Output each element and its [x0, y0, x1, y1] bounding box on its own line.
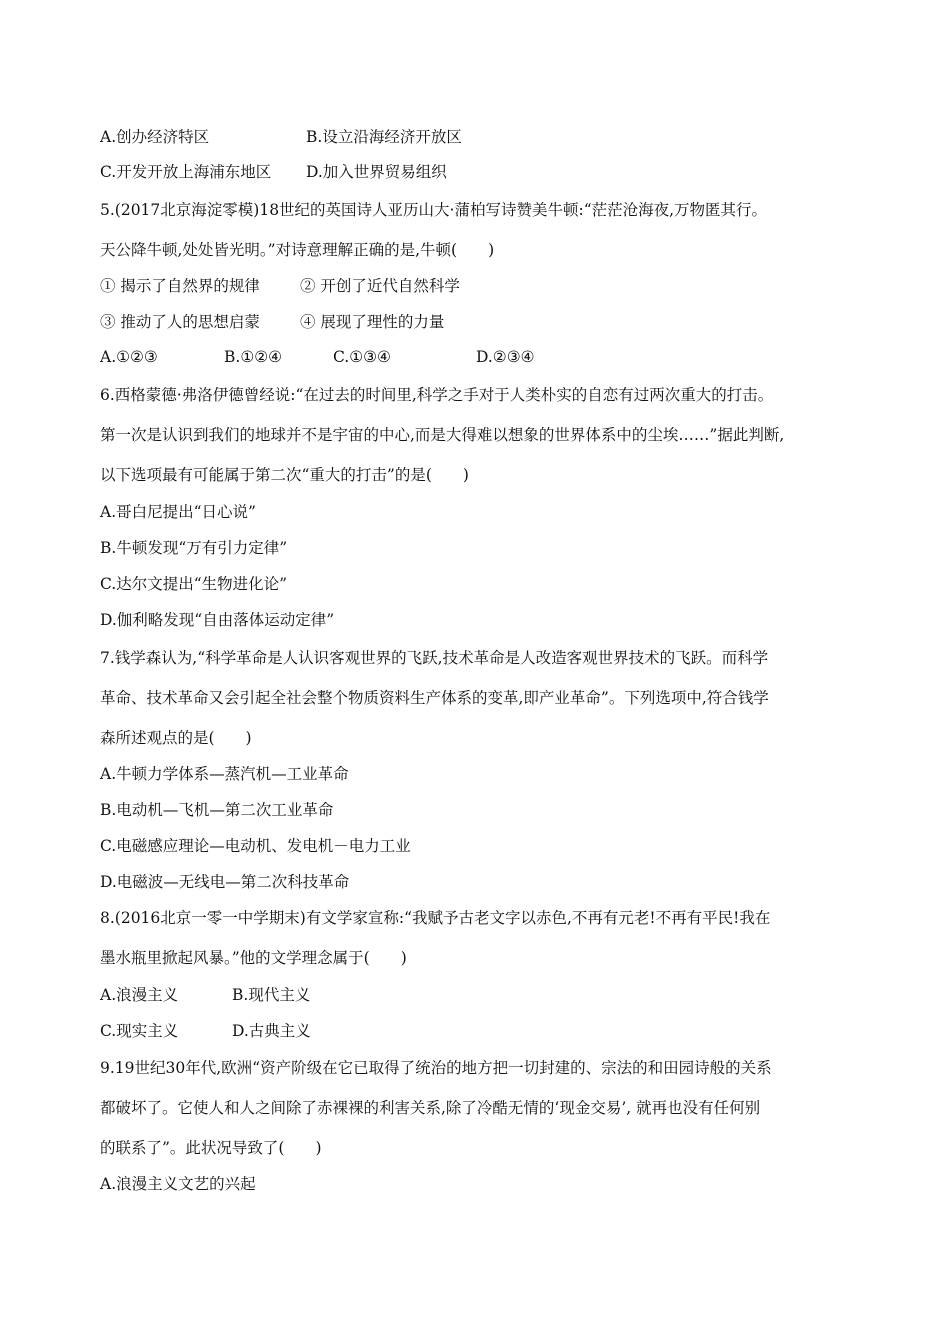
q8-option-c: C.现实主义 [100, 1022, 179, 1040]
q7-option-b: B.电动机—飞机—第二次工业革命 [100, 801, 334, 819]
q6-option-a: A.哥白尼提出“日心说” [100, 503, 256, 521]
q5-item-2: ② 开创了近代自然科学 [300, 277, 460, 295]
q8-option-b: B.现代主义 [232, 986, 311, 1004]
q7-option-d: D.电磁波—无线电—第二次科技革命 [100, 873, 350, 891]
q8-stem-line-2: 墨水瓶里掀起风暴。”他的文学理念属于( ) [100, 949, 407, 967]
q4-option-c: C.开发开放上海浦东地区 [100, 163, 272, 181]
q9-stem-line-1: 9.19世纪30年代,欧洲“资产阶级在它已取得了统治的地方把一切封建的、宗法的和田园诗般的关系 [100, 1059, 772, 1077]
q5-option-a: A.①②③ [100, 348, 158, 366]
q6-stem-line-2: 第一次是认识到我们的地球并不是宇宙的中心,而是大得难以想象的世界体系中的尘埃……”据此判断, [100, 426, 785, 444]
q9-stem-line-3: 的联系了”。此状况导致了( ) [100, 1139, 322, 1157]
q9-option-a: A.浪漫主义文艺的兴起 [100, 1175, 256, 1193]
q7-option-c: C.电磁感应理论—电动机、发电机－电力工业 [100, 837, 411, 855]
q5-item-3: ③ 推动了人的思想启蒙 [100, 313, 260, 331]
q5-option-b: B.①②④ [224, 348, 283, 366]
q6-stem-line-1: 6.西格蒙德·弗洛伊德曾经说:“在过去的时间里,科学之手对于人类朴实的自恋有过两次重大的打击。 [100, 386, 774, 404]
q6-stem-line-3: 以下选项最有可能属于第二次“重大的打击”的是( ) [100, 466, 469, 484]
q7-stem-line-1: 7.钱学森认为,“科学革命是人认识客观世界的飞跃,技术革命是人改造客观世界技术的飞跃。而科学 [100, 649, 769, 667]
q6-option-b: B.牛顿发现“万有引力定律” [100, 539, 288, 557]
q5-option-c: C.①③④ [333, 348, 391, 366]
q6-option-d: D.伽利略发现“自由落体运动定律” [100, 611, 335, 629]
q8-stem-line-1: 8.(2016北京一零一中学期末)有文学家宣称:“我赋予古老文字以赤色,不再有元老!不再有平民!我在 [100, 909, 771, 927]
q5-stem-line-2: 天公降牛顿,处处皆光明。”对诗意理解正确的是,牛顿( ) [100, 241, 495, 259]
q7-stem-line-2: 革命、技术革命又会引起全社会整个物质资料生产体系的变革,即产业革命”。下列选项中,符合钱学 [100, 689, 769, 707]
q5-item-1: ① 揭示了自然界的规律 [100, 277, 260, 295]
q7-option-a: A.牛顿力学体系—蒸汽机—工业革命 [100, 765, 349, 783]
q6-option-c: C.达尔文提出“生物进化论” [100, 575, 288, 593]
q7-stem-line-3: 森所述观点的是( ) [100, 729, 252, 747]
q4-option-b: B.设立沿海经济开放区 [306, 128, 462, 146]
q8-option-a: A.浪漫主义 [100, 986, 179, 1004]
q4-option-d: D.加入世界贸易组织 [306, 163, 447, 181]
q8-option-d: D.古典主义 [232, 1022, 311, 1040]
q5-option-d: D.②③④ [476, 348, 535, 366]
q4-option-a: A.创办经济特区 [100, 128, 210, 146]
q5-stem-line-1: 5.(2017北京海淀零模)18世纪的英国诗人亚历山大·蒲柏写诗赞美牛顿:“茫茫沧海夜,万物匿其行。 [100, 201, 768, 219]
q9-stem-line-2: 都破坏了。它使人和人之间除了赤裸裸的利害关系,除了冷酷无情的‘现金交易’, 就再也没有任何别 [100, 1099, 761, 1117]
q5-item-4: ④ 展现了理性的力量 [300, 313, 445, 331]
